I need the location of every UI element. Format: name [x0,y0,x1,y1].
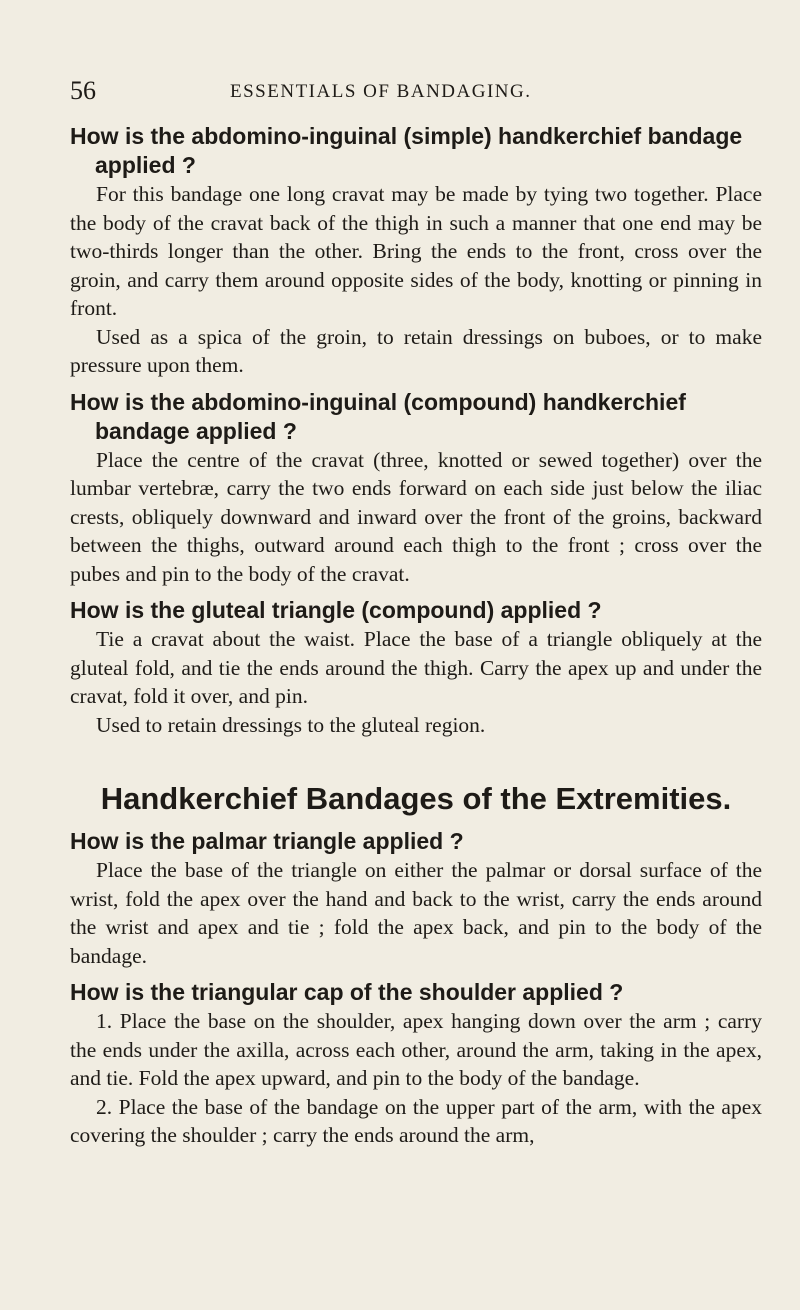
extremities-heading: Handkerchief Bandages of the Extremities. [100,781,732,816]
paragraph: Place the base of the triangle on either the palmar or dorsal surface of the wrist, fold the apex over the hand and back to the wrist, carry the ends around the wrist and apex and tie ; fold the apex back, and pin to the body of the bandage. [70,858,762,968]
palmar-section [70,827,762,970]
paragraph: Used as a spica of the groin, to retain dressings on buboes, or to make pressure upon them. [70,324,762,377]
section-question: How is the triangular cap of the shoulder applied ? [70,979,624,1005]
shoulder-section [70,978,762,1150]
paragraph: 1. Place the base on the shoulder, apex hanging down over the arm ; carry the ends under the axilla, across each other, around the arm, taking in the apex, and tie. Fold the apex upward, and pin to the body of the bandage. [70,1009,762,1090]
abdomino-simple-section [70,122,762,380]
paragraph: 2. Place the base of the bandage on the upper part of the arm, with the apex covering the shoulder ; carry the ends around the arm, [70,1094,762,1147]
section-question: How is the palmar triangle applied ? [70,828,464,854]
paragraph: Tie a cravat about the waist. Place the base of a triangle obliquely at the gluteal fold, and tie the ends around the thigh. Carry the apex up and under the cravat, fold it over, and pin. [70,627,762,708]
section-question: How is the abdomino-inguinal (compound) handkerchief bandage applied ? [70,388,686,444]
paragraph: Used to retain dressings to the gluteal region. [96,712,486,737]
page-number: 56 [70,76,96,105]
running-title: ESSENTIALS OF BANDAGING. [230,81,532,102]
paragraph: Place the centre of the cravat (three, knotted or sewed together) over the lumbar vertebræ, carry the two ends forward on each side just below the iliac crests, obliquely downward and inward over the front of the groins, backward between the thighs, outward around each thigh to the front ; cross over the pubes and pin to the body of the cravat. [70,447,762,586]
paragraph: For this bandage one long cravat may be made by tying two together. Place the body of the cravat back of the thigh in such a manner that one end may be two-thirds longer than the other. Bring the ends to the front, cross over the groin, and carry them around opposite sides of the body, knotting or pinning in front. [70,182,762,320]
page-content [70,122,762,1158]
section-question: How is the gluteal triangle (compound) applied ? [70,597,602,623]
gluteal-section [70,596,762,739]
section-question: How is the abdomino-inguinal (simple) handkerchief bandage applied ? [70,123,743,178]
abdomino-compound-section [70,388,762,589]
running-head [70,76,758,106]
